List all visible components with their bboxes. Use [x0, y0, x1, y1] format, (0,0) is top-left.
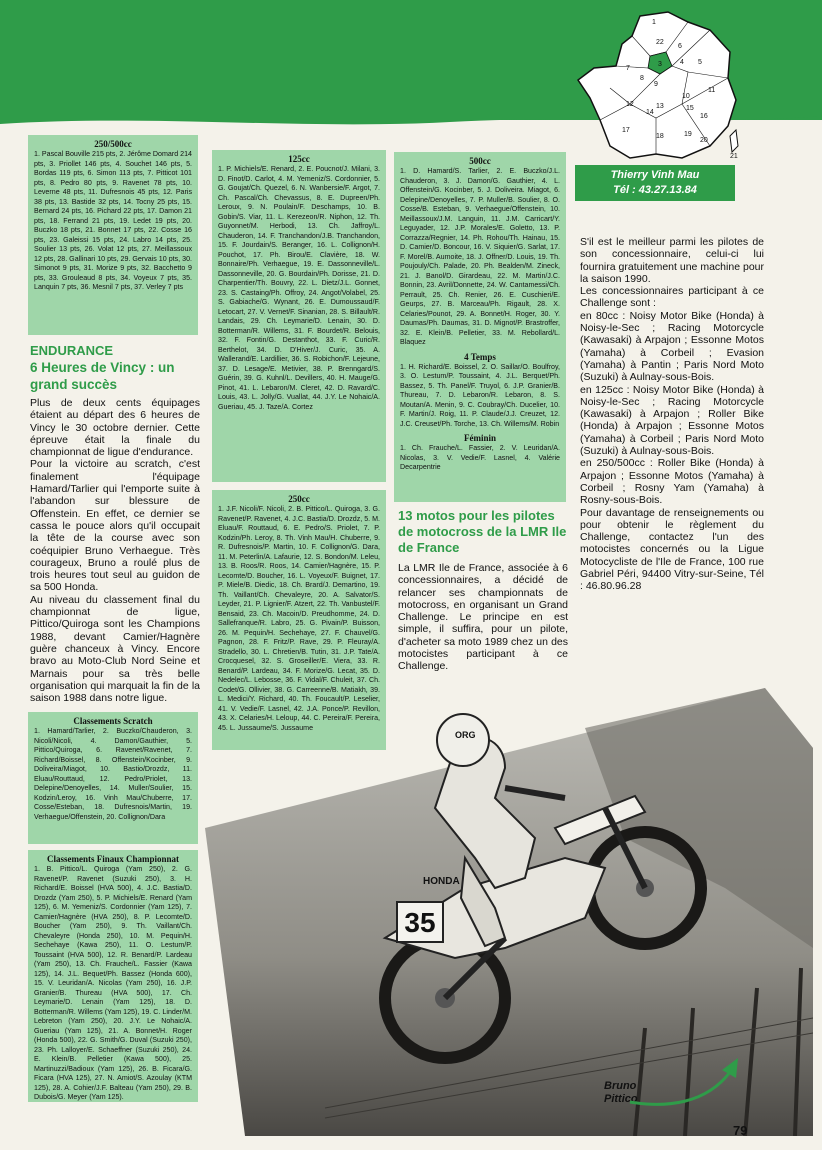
caption-line: Bruno	[604, 1080, 637, 1092]
box-title: Classements Finaux Championnat	[46, 854, 180, 864]
results-title: 250/500cc	[94, 139, 132, 149]
map-label: 8	[640, 75, 644, 82]
map-label: 6	[678, 43, 682, 50]
results-250-500-box	[28, 135, 198, 335]
map-label: 21	[730, 153, 738, 160]
classement-final-box	[28, 850, 198, 1102]
map-label: 7	[626, 65, 630, 72]
map-label: 9	[654, 81, 658, 88]
page-number: 79	[733, 1123, 748, 1138]
map-label: 14	[646, 109, 654, 116]
france-map	[570, 8, 750, 168]
contact-banner	[575, 165, 735, 201]
map-label: 12	[626, 101, 634, 108]
caption-arrow-icon	[626, 1054, 746, 1110]
contact-tel: Tél : 43.27.13.84	[613, 184, 697, 196]
results-body: 1. J.F. Nicoli/F. Nicoli, 2. B. Pittico/L. Quiroga, 3. G. Ravenet/P. Ravenet, 4. J.C. Bastia/D. Drozdz, 5. M. Eluau/F. Routtaud, 6. E. Pedro/S. Priolet, 7. P. Kodzin/Ph. Leroy, 8. Th. Vinh Mau/H. Chuberre, 9. R. Dufresnois/P. Martin, 10. F. Collignon/G. Dara, 11. M. Peterlin/A. Lafaurie, 12. S. Bondon/M. Leleu, 13. B. Roos/R. Roos, 14. Camier/Hagnère, 15. P. Lecomte/D. Boucher, 16. L. Voyeux/F. Buignet, 17. P. Miele/B. Diedic, 18. Ch. Brard/J. Demartino, 19. Th. Vaillant/Ch. Chevaleyre, 20. A. Salvator/S. Leyder, 21. P. Lignier/F. Atzert, 22. Th. Vanbustel/F. Bensaid, 23. Ch. Macoin/D. Preudhomme, 24. D. Sallefranque/R. Labro, 25. G. Pivain/P. Buisson, 26. M. Pequin/H. Sechehaye, 27. F. Chauvel/G. Pagnon, 28. F. Fritz/P. Rave, 29. P. Fleuray/A. Stradello, 30. L. Chretien/B. Tutin, 31. J.P. Tate/A. Crocquesel, 32. S. Groseiller/E. Viera, 33. R. Benard/P. Lardeau, 34. F. Morize/G. Lecat, 35. D. Nedelec/L. Lebosse, 36. F. Vidal/F. Chuleit, 37. Ch. Codet/G. Ollivier, 38. G. Carreenne/B. Matiakh, 39. L. Medici/Y. Richard, 40. Th. Foucault/P. Leselier, 41. V. Vedie/F. Lasnel, 42. J.A. Ponce/P. Revillon, 43. X. Celaries/H. Leloup, 44. C. Pereira/F. Pereira, 45. L. Jussaume/S. Jussaume	[218, 505, 380, 732]
box-body: 1. Hamard/Tarlier, 2. Buczko/Chauderon, 3. Nicoli/Nicoli, 4. Damon/Gauthier, 5. Pittico/Quiroga, 6. Ravenet/Ravenet, 7. Richard/Boissel, 8. Offenstein/Kocinber, 9. Doliveira/Miagot, 10. Bastio/Drozdz, 11. Eluau/Routtaud, 12. Pedro/Priolet, 13. Delepine/Denoyelles, 14. Muller/Soulier, 15. Kodzin/Leroy, 16. Vinh Mau/Chuberre, 17. Cosse/Esteban, 18. Dufresnois/Martin, 19. Verhaegue/Offenstein, 20. Collignon/Dara	[34, 727, 192, 821]
helmet	[437, 714, 489, 766]
box-title: Classements Scratch	[73, 716, 153, 726]
paragraph: Pour la victoire au scratch, c'est finalement l'équipage Hamard/Tarlier qui l'emporte suite à l'abandon sur blessure de Offenstein. En effet, ce dernier se cassa le pouce alors qu'il occupait la tête de la course avec son coéquipier Bruno Verhaegue. Très courageux, Bruno a roulé plus de trois heures tout seul au guidon de sa 500 Honda.	[30, 458, 200, 594]
results-500-box	[394, 152, 566, 502]
paragraph: Plus de deux cents équipages étaient au départ des 6 heures de Vincy le 30 octobre dernier. Cette épreuve était la finale du championnat de ligue d'endurance.	[30, 397, 200, 459]
results-title: 250cc	[288, 494, 310, 504]
lmr-article-col2	[580, 236, 764, 593]
lmr-article-col1	[398, 562, 568, 673]
paragraph: La LMR Ile de France, associée à 6 concessionnaires, a décidé de relancer ses championnats de motocross, en organisant un Grand Challenge. Le principe en est simple, il suffira, pour un pilote, d'acheter sa moto 1989 chez un des motocistes participant à ce Challenge.	[398, 562, 568, 673]
brand-text: HONDA	[423, 876, 460, 887]
results-title: 125cc	[288, 154, 310, 164]
map-label: 13	[656, 103, 664, 110]
endurance-headline: 6 Heures de Vincy : un grand succès	[30, 360, 175, 392]
paragraph: en 250/500cc : Roller Bike (Honda) à Arpajon ; Essonne Motos (Yamaha) à Corbeil ; Rosny Yam (Yamaha) à Rosny-sous-Bois.	[580, 457, 764, 507]
helmet-text: ORG	[455, 730, 476, 740]
lmr-headline: 13 motos pour les pilotes de motocross de la LMR Ile de France	[398, 508, 567, 555]
caption-line: Pittico	[604, 1093, 638, 1105]
map-label: 20	[700, 137, 708, 144]
results-125-box	[212, 150, 386, 482]
map-label: 11	[708, 87, 716, 94]
map-label: 15	[686, 105, 694, 112]
map-label: 16	[700, 113, 708, 120]
map-label: 22	[656, 39, 664, 46]
endurance-article	[30, 397, 200, 704]
results-body: 1. D. Hamard/S. Tarlier, 2. E. Buczko/J.L. Chauderon, 3. J. Damon/G. Gauthier, 4. L. Offenstein/G. Kocinber, 5. J. Doliveira. Miagot, 6. Delepine/Denoyelles, 7. P. Muller/B. Soulier, 8. O. Cosse/B. Esteban, 9. Verhaegue/Offenstein, 10. Meillassoux/J.M. Languin, 11. J.M. Carricart/Y. Leguyader, 12. J.P. Morales/E. Goletto, 13. P. Corrazza/Regnier, 14. Ph. Rohou/Th. Hainau, 15. D. Camier/D. Boncour, 16. V. Siquier/G. Sarlat, 17. F. Morel/B. Aumoite, 18. J. Offner/D. Louis, 19. Th. Poujouly/Ch. Palade, 20. Ph. Bealden/M. Zineck, 21. J. Banol/D. Girardeau, 22. M. Martin/J.C. Bonnin, 23. Avril/Donnette, 24. W. Cantamessi/Ch. Perrault, 25. Ch. Renier, 26. E. Cuschieri/E. Geurps, 27. B. Marceau/Ph. Rigault, 28. X. Celaries/Pounot, 29. A. Bonnet/H. Roger, 30. Y. Daumas/Ph. Daumas, 31. D. Mignot/P. Brastroffer, 32. E. Klein/B. Pelletier, 33. M. Rebollard/L. Blaquez	[400, 167, 560, 346]
box-body: 1. B. Pittico/L. Quiroga (Yam 250), 2. G. Ravenet/P. Ravenet (Suzuki 250), 3. H. Richard/E. Boissel (HVA 500), 4. J.C. Bastia/D. Drozdz (Yam 250), 5. P. Michiels/E. Renard (Yam 125), 6. M. Yemeniz/S. Cordonnier (Yam 125), 7. Camier/Hagnère (HVA 250), 8. P. Lecomte/D. Boucher (Yam 250), 9. Th. Vaillant/Ch. Chevaleyre (Honda 250), 10. M. Pequin/H. Sechehaye (Kawa 250), 11. O. Lestum/P. Toussaint (HVA 500), 12. R. Benard/P. Lardeau (Yam 250), 13. Ch. Frauche/L. Fassier (Kawa 125), 14. J.L. Bequet/Ph. Bassez (Honda 600), 15. V. Leuridan/A. Nicolas (Yam 250), 16. J.P. Granier/B. Thureau (HVA 500), 17. Ch. Leymarie/D. Lenain (Yam 125), 18. D. Botterman/R. Willems (Yam 125), 19. C. Linder/M. Lebreton (Yam 250), 20. J.Y. Le Nohaic/A. Gueriau (Yam 125), 21. A. Bonnet/H. Roger (Honda 500), 22. G. Smith/G. Duval (Suzuki 250), 23. Ph. Lalloyer/E. Schaeffner (Suzuki 250), 24. E. Klein/B. Pelletier (Kawa 500), 25. Martinuzzi/Badioux (Yam 125), 26. B. Ficara/G. Ficara (HVA 125), 27. N. Amiot/S. Azoulay (KTM 125), 28. A. Cohier/J.F. Balteau (Yam 250), 29. B. Dubois/G. Meyer (Yam 125).	[34, 865, 192, 1101]
results-title: 4 Temps	[464, 351, 496, 362]
endurance-kicker: ENDURANCE	[30, 343, 114, 358]
results-body: 1. H. Richard/E. Boissel, 2. O. Saillar/O. Boulfroy, 3. O. Lestum/P. Toussaint, 4. J.L. Berquet/Ph. Bassez, 5. Th. Panel/F. Truyol, 6. J.P. Granier/B. Thureau, 7. D. Lebaron/R. Lebaron, 8. S. Moutan/A. Menin, 9. C. Coubray/Ch. Ducelier, 10. F. Martin/J. Roig, 11. P. Claude/J.J. Creuzet, 12. J.C. Creuset/Ph. Torche, 13. Ch. Willems/M. Robin	[400, 362, 560, 428]
results-body: 1. Ch. Frauche/L. Fassier, 2. V. Leuridan/A. Nicolas, 3. V. Vedie/F. Lasnel, 4. Valérie Decarpentrie	[400, 444, 560, 471]
paragraph: S'il est le meilleur parmi les pilotes de son concessionnaire, celui-ci lui fournira gratuitement une machine pour la saison 1990.	[580, 236, 764, 285]
map-label: 19	[684, 131, 692, 138]
paragraph: Les concessionnaires participant à ce Challenge sont :	[580, 285, 764, 310]
map-label: 5	[698, 59, 702, 66]
classement-scratch-box	[28, 712, 198, 844]
paragraph: Pour davantage de renseignements ou pour obtenir le règlement du Challenge, contactez l'un des motocistes concernés ou la Ligue Motocycliste de l'Ile de France, 100 rue Gabriel Péri, 94400 Vitry-sur-Seine, Tél : 46.80.96.28	[580, 506, 764, 593]
map-label: 17	[622, 127, 630, 134]
map-label: 1	[652, 19, 656, 26]
results-title: 500cc	[469, 156, 491, 166]
map-label: 4	[680, 59, 684, 66]
paragraph: Au niveau du classement final du championnat de ligue, Pittico/Quiroga sont les Champions 1988, devant Camier/Hagnère guère chanceux à Vincy. Encore bravo au Moto-Club Nord Seine et Marnais pour sa très belle organisation qui marquait la fin de la saison 1988 dans notre ligue.	[30, 593, 200, 705]
results-title: Féminin	[463, 433, 496, 443]
results-body: 1. Pascal Bouville 215 pts, 2. Jérôme Domard 214 pts, 3. Priollet 146 pts, 4. Souchet 146 pts, 5. Bordas 119 pts, 6. Simon 113 pts, 7. Pitticot 101 pts, 8. Pedro 80 pts, 9. Ravenet 78 pts, 10. Leverne 48 pts, 11. Dufresnois 45 pts, 12. Paris 38 pts, 13. Bastide 32 pts, 14. Tocny 25 pts, 15. Bernard 24 pts, 16. Pichard 22 pts, 17. Damon 21 pts, 18. Ferrand 21 pts, 19. Ledet 19 pts, 20. Buczko 18 pts, 21. Bonnet 17 pts, 22. Cosse 16 pts, 23. Galeissi 15 pts, 24. Labro 14 pts, 25. Soulier 13 pts, 26. Volat 12 pts, 27. Meillassoux 12 pts, 28. Gallinari 10 pts, 29. Gervais 10 pts, 30. Simonot 9 pts, 31. Morize 9 pts, 32. Bacchetto 9 pts, 33. Grouleaud 8 pts, 34. Voyeux 7 pts, 35. Lanquin 7 pts, 36. Mesnil 7 pts, 37. Verley 7 pts	[34, 150, 192, 291]
map-label: 18	[656, 133, 664, 140]
results-body: 1. P. Michiels/E. Renard, 2. E. Poucnot/J. Milani, 3. D. Finot/D. Carlot, 4. M. Yemeniz/S. Cordonnier, 5. G. Goujat/Ch. Quezel, 6. N. Wanbersie/F. Argot, 7. Ch. Pascal/Ch. Chevassus, 8. E. Dupreen/Ph. Leroux, 9. N. Poulain/F. Deschamps, 10. B. Gobin/S. Viar, 11. L. Kerezeon/R. Niphon, 12. Th. Guyonnet/M. Herbodi, 13. Ch. Jaffroy/L. Chauderon, 14. F. Tranchandon/J.B. Tranchandon, 15. F. Jourdain/S. Beranger, 16. L. Collignon/H. Pouchot, 17. Ph. Birou/E. Clavière, 18. W. Bonnaire/Ph. Verhaegue, 19. E. Dassonneville/L. Dassonneville, 20. G. Bourdain/Ph. Dorisse, 21. D. Charpentier/Th. Bouvry, 22. L. Dietz/J.L. Gonnet, 23. S. Castaing/Ph. Offroy, 24. Angot/Volabel, 25. S. Gabiache/G. Wynant, 26. E. Dumoussaud/F. Letocart, 27. V. Vernet/F. Sinanian, 28. S. Billault/R. Landais, 29. Ch. Leymarie/D. Lenain, 30. D. Botterman/R. Willems, 31. F. Bourdet/R. Belouis, 32. F. Fontin/G. Destanthot, 33. F. Curic/R. Berthelot, 34. D. D'Hiver/J. Curic, 35. A. Wallerand/E. Lardillier, 36. S. Robichon/F. Lejeune, 37. D. Lesage/E. Metivier, 38. P. Brenngard/S. Guérin, 39. G. Kuhnl/L. Devillers, 40. H. Mauge/G. Pinot, 41. L. Lebaron/M. Cleret, 42. D. Ravard/C. Louis, 43. L. Jolly/G. Vuallat, 44. J.Y. Le Nohaic/A. Gueriau, 45. J. Taze/A. Cortez	[218, 165, 380, 411]
paragraph: en 80cc : Noisy Motor Bike (Honda) à Noisy-le-Sec ; Racing Motorcycle (Kawasaki) à Arpajon ; Essonne Motos (Yamaha) à Corbeil ; Evasion (Yamaha) à Pantin ; Paris Nord Moto (Suzuki) à Aulnay-sous-Bois.	[580, 309, 764, 384]
map-label: 3	[658, 61, 662, 68]
contact-name: Thierry Vinh Mau	[610, 169, 700, 181]
paragraph: en 125cc : Noisy Motor Bike (Honda) à Noisy-le-Sec ; Racing Motorcycle (Kawasaki) à Arpajon ; Roller Bike (Honda) à Arpajon ; Essonne Motos (Yamaha) à Corbeil ; Paris Nord Moto (Suzuki) à Aulnay-sous-Bois.	[580, 383, 764, 458]
number-plate-text: 35	[404, 907, 436, 938]
map-label: 10	[682, 93, 690, 100]
